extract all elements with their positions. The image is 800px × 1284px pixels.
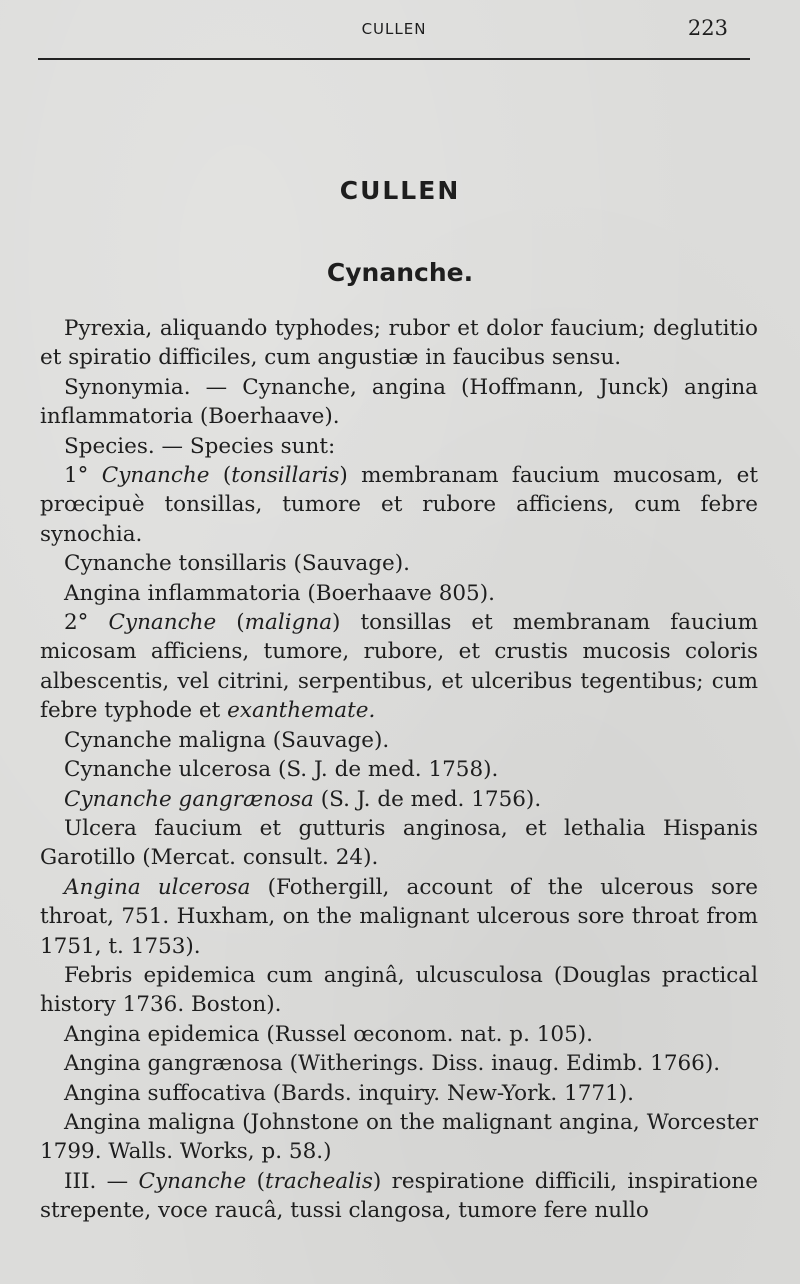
reference-line: Cynanche maligna (Sauvage).	[64, 727, 390, 753]
paragraph-species-3	[40, 1167, 758, 1226]
section-title: Cynanche.	[326, 258, 474, 287]
reference-line: Angina suffocativa (Bards. inquiry. New-York. 1771).	[64, 1080, 635, 1106]
species-description: membranam faucium mucosam, et prœcipuè tonsillas, tumore et rubore afficiens, cum febre synochia.	[40, 463, 759, 547]
species-description: tonsillas et membranam faucium micosam afficiens, tumore, rubore, et crustis mucosis coloris albescentis, vel citrini, serpentibus, et ulceribus tegentibus; cum febre typhode et	[40, 610, 758, 724]
header-rule	[38, 58, 750, 60]
paragraph-species-1	[40, 461, 758, 549]
reference-line: Angina inflammatoria (Boerhaave 805).	[64, 580, 495, 606]
species-number: III. —	[64, 1168, 129, 1194]
page-number: 223	[687, 16, 728, 40]
reference-source: (S. J. de med. 1756).	[320, 786, 542, 812]
reference-line: Ulcera faucium et gutturis anginosa, et lethalia Hispanis Garotillo (Mercat. consult. 24).	[40, 815, 758, 871]
paren-open: (	[256, 1168, 265, 1194]
species-name: Cynanche	[101, 463, 210, 489]
reference-line: Angina maligna (Johnstone on the malignant angina, Worcester 1799. Walls. Works, p. 58.)	[40, 1109, 758, 1165]
reference-italic-name: Angina ulcerosa	[64, 874, 251, 900]
species-variant: maligna	[244, 610, 333, 636]
reference-source: (Fothergill, account of the ulcerous sore throat, 751. Huxham, on the malignant ulcerous sore throat from 1751, t. 1753).	[40, 874, 758, 959]
chapter-title: CULLEN	[339, 176, 461, 205]
paragraph-definition: Pyrexia, aliquando typhodes; rubor et dolor faucium; deglutitio et spiratio difficiles, cum angustiæ in faucibus sensu.	[40, 316, 758, 371]
species-italic-term: exanthemate.	[227, 698, 376, 724]
reference-line	[40, 873, 758, 961]
species-number: 1°	[64, 463, 89, 489]
reference-line: Cynanche ulcerosa (S. J. de med. 1758).	[64, 757, 499, 783]
species-name: Cynanche	[138, 1168, 247, 1194]
reference-line: Cynanche tonsillaris (Sauvage).	[64, 551, 410, 577]
species-variant: trachealis	[264, 1168, 373, 1194]
running-title: CULLEN	[361, 20, 427, 38]
paren-open: (	[236, 610, 245, 636]
paren-close: )	[372, 1168, 382, 1194]
species-description: respiratione difficili, inspiratione strepente, voce raucâ, tussi clangosa, tumore fere nullo	[40, 1168, 758, 1224]
reference-line: Angina epidemica (Russel œconom. nat. p. 105).	[64, 1021, 593, 1047]
paren-close: )	[339, 463, 348, 489]
running-head	[38, 16, 750, 46]
paren-open: (	[222, 463, 232, 489]
species-variant: tonsillaris	[231, 463, 340, 489]
reference-line	[40, 785, 758, 814]
paragraph-species: Species. — Species sunt:	[64, 433, 336, 459]
reference-line: Angina gangrænosa (Witherings. Diss. inaug. Edimb. 1766).	[64, 1051, 721, 1077]
body-text	[40, 314, 758, 1226]
reference-italic-name: Cynanche gangrænosa	[64, 786, 314, 812]
species-name: Cynanche	[108, 610, 217, 636]
reference-line: Febris epidemica cum anginâ, ulcusculosa (Douglas practical history 1736. Boston).	[40, 962, 758, 1018]
paren-close: )	[332, 610, 341, 636]
paragraph-synonymia: Synonymia. — Cynanche, angina (Hoffmann, Junck) angina inflammatoria (Boerhaave).	[40, 374, 758, 430]
paragraph-species-2	[40, 608, 758, 726]
species-number: 2°	[64, 610, 89, 636]
